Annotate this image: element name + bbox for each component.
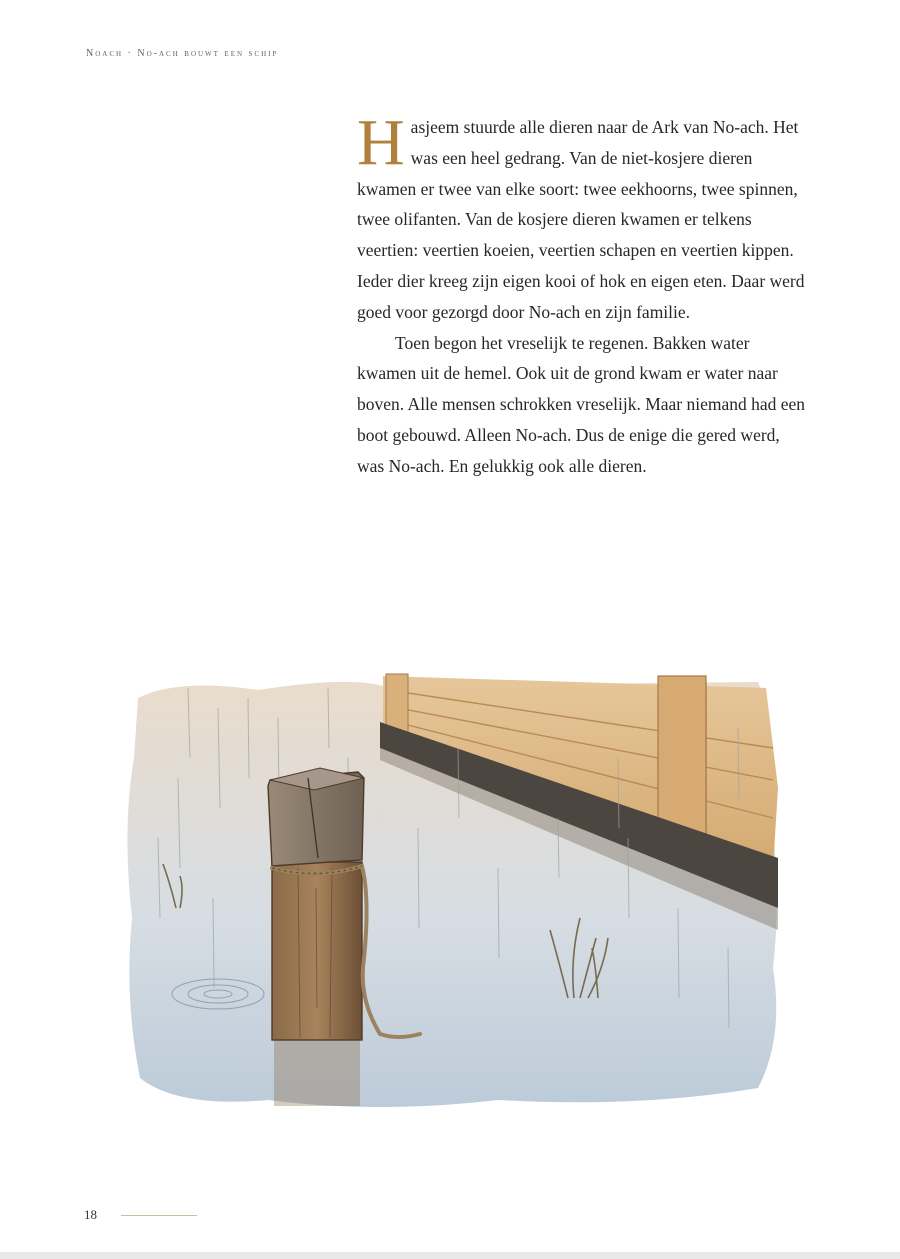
paragraph-1-text: asjeem stuurde alle dieren naar de Ark van No-ach. Het was een heel gedrang. Van de niet-kosjere dieren kwamen er twee van elke soort: twee eekhoorns, twee spinnen, twee olifanten. Van de kosjere dieren kwamen er telkens veertien: veertien koeien, veertien schapen en veertien kippen. Ieder dier kreeg zijn eigen kooi of hok en eigen eten. Daar werd goed voor gezorgd door No-ach en zijn familie. bbox=[357, 117, 805, 322]
story-text bbox=[357, 106, 807, 482]
wooden-post bbox=[272, 862, 362, 1040]
rain-flood-illustration bbox=[118, 668, 786, 1116]
illustration-svg bbox=[118, 668, 786, 1116]
bottom-edge bbox=[0, 1252, 900, 1259]
wall-beam-left bbox=[386, 674, 408, 734]
footer-rule bbox=[121, 1215, 197, 1216]
paragraph-1 bbox=[357, 106, 807, 328]
drop-cap: H bbox=[357, 106, 405, 179]
running-header: Noach · No-ach bouwt een schip bbox=[86, 48, 279, 59]
post-reflection bbox=[274, 1036, 360, 1106]
page-number: 18 bbox=[84, 1207, 97, 1222]
paragraph-2: Toen begon het vreselijk te regenen. Bakken water kwamen uit de hemel. Ook uit de grond kwam er water naar boven. Alle mensen schrokken vreselijk. Maar niemand had een boot gebouwd. Alleen No-ach. Dus de enige die gered werd, was No-ach. En gelukkig ook alle dieren. bbox=[357, 332, 806, 476]
